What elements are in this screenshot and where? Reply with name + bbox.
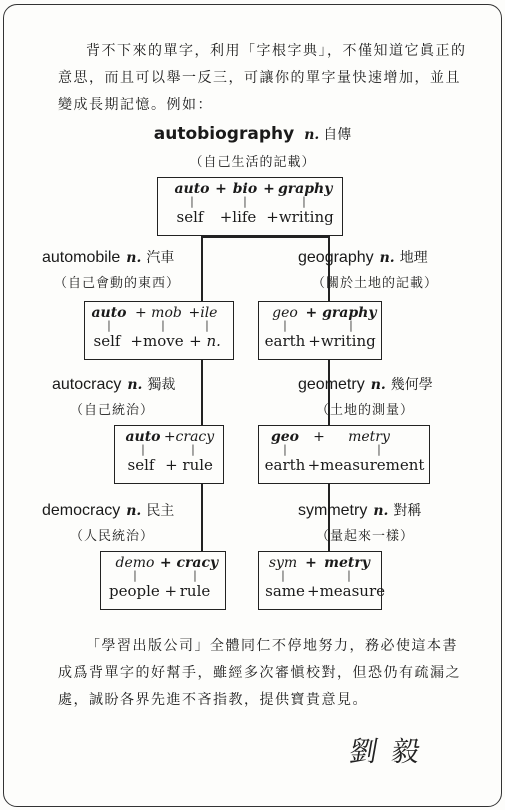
morpheme-meaning: people + [109, 582, 178, 600]
word: symmetry [298, 502, 368, 519]
word: automobile [42, 249, 121, 266]
connector-tick: | [302, 195, 306, 208]
morpheme: + cracy [159, 555, 219, 571]
gloss: （關於土地的記載） [311, 276, 438, 291]
meaning: 對稱 [393, 503, 422, 519]
meaning: 幾何學 [390, 377, 433, 393]
word: autocracy [52, 376, 122, 393]
pos: n. [126, 503, 142, 519]
plus-sign: + [263, 181, 275, 197]
morpheme-meaning: earth [264, 332, 306, 350]
meaning: 獨裁 [147, 377, 176, 393]
connector-tick: | [243, 195, 247, 208]
morpheme: bio [232, 181, 258, 197]
main-morpheme-box [157, 177, 343, 236]
morpheme-box: sym + metry | | same +measure [258, 551, 382, 610]
gloss: （土地的測量） [315, 403, 414, 418]
word-entry [298, 247, 428, 267]
morpheme-box: auto + mob +ile | | | self +move + n. [84, 301, 234, 360]
main-gloss: （自己生活的記載） [189, 155, 316, 170]
outro-paragraph: 「學習出版公司」全體同仁不停地努力，務必使這本書成爲背單字的好幫手，雖經多次審愼校對，但恐仍有疏漏之處，誠盼各界先進不吝指教，提供寶貴意見。 [58, 638, 461, 708]
gloss: （自己會動的東西） [53, 276, 180, 291]
word-entry [298, 374, 433, 394]
meaning: 汽車 [146, 250, 175, 266]
morpheme-meaning: +move [130, 332, 184, 350]
morpheme-meaning: +measurement [307, 456, 425, 474]
morpheme: metry [324, 555, 370, 571]
morpheme-box: demo + cracy | | people + rule [100, 551, 226, 610]
morpheme-meaning: + n. [189, 332, 221, 350]
morpheme: geo [270, 429, 300, 445]
author-signature: 劉毅 [346, 735, 437, 768]
morpheme-meaning: same [265, 582, 305, 600]
morpheme: + graphy [305, 305, 377, 321]
morpheme-box: auto +cracy | | self + rule [114, 425, 224, 484]
morpheme: graphy [278, 181, 333, 197]
meaning: 地理 [399, 250, 428, 266]
main-word-heading [0, 124, 505, 144]
pos: n. [370, 377, 386, 393]
word-entry [42, 247, 174, 267]
morpheme: +ile [188, 305, 218, 321]
gloss: （量起來一樣） [315, 529, 414, 544]
word: democracy [42, 502, 121, 519]
morpheme-meaning: earth [264, 456, 306, 474]
pos: n. [126, 250, 142, 266]
morpheme-box: geo + metry | | earth +measurement [258, 425, 430, 484]
morpheme-meaning: self [93, 332, 121, 350]
meaning: 民主 [146, 503, 175, 519]
morpheme: auto [174, 181, 210, 197]
morpheme-meaning: rule [179, 582, 211, 600]
plus-sign: + [305, 555, 317, 571]
morpheme-meaning: +life [219, 208, 257, 226]
plus-sign: + [313, 429, 325, 445]
word-entry [42, 500, 174, 520]
morpheme-meaning: + rule [165, 456, 213, 474]
morpheme: demo [115, 555, 155, 571]
gloss: （人民統治） [69, 529, 154, 544]
morpheme-meaning: self [127, 456, 155, 474]
tree-trunk-left [201, 236, 203, 566]
morpheme: auto [91, 305, 127, 321]
morpheme-meaning: +measure [307, 582, 386, 600]
morpheme-meaning: +writing [308, 332, 376, 350]
main-meaning: 自傳 [323, 127, 352, 143]
word-entry [298, 500, 421, 520]
morpheme-box: geo + graphy | | earth +writing [258, 301, 382, 360]
word-entry [52, 374, 175, 394]
connector-tick: | [190, 195, 194, 208]
word: geometry [298, 376, 365, 393]
morpheme-meaning: self [176, 208, 204, 226]
main-word: autobiography [153, 124, 295, 144]
morpheme: metry [348, 429, 390, 445]
word: geography [298, 249, 374, 266]
morpheme-meaning: +writing [266, 208, 334, 226]
morpheme: +cracy [163, 429, 215, 445]
pos: n. [379, 250, 395, 266]
morpheme: auto [125, 429, 161, 445]
plus-sign: + [215, 181, 227, 197]
morpheme: sym [268, 555, 298, 571]
gloss: （自己統治） [69, 403, 154, 418]
pos: n. [373, 503, 389, 519]
pos: n. [127, 377, 143, 393]
intro-paragraph: 背不下來的單字，利用「字根字典」，不僅知道它眞正的意思，而且可以舉一反三，可讓你的單字量快速增加，並且變成長期記憶。例如： [58, 43, 467, 113]
morpheme: geo [272, 305, 298, 321]
tree-branch [201, 236, 329, 238]
main-pos: n. [304, 127, 320, 143]
morpheme: + mob [135, 305, 182, 321]
